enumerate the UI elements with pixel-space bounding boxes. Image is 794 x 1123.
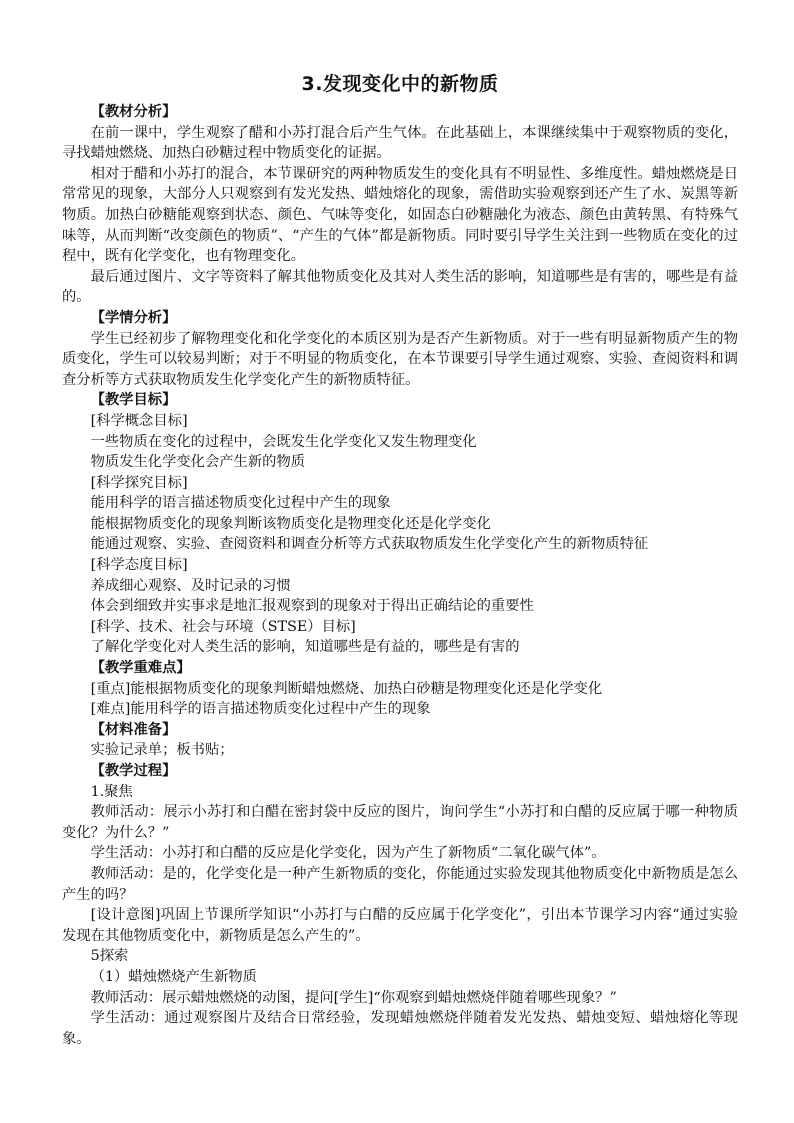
goal-item: 了解化学变化对人类生活的影响，知道哪些是有益的，哪些是有害的 — [90, 639, 520, 656]
goal-label: [科学、技术、社会与环境（STSE）目标] — [90, 618, 356, 635]
goal-item: 能用科学的语言描述物质变化过程中产生的现象 — [90, 495, 391, 512]
paragraph: 教师活动：展示小苏打和白醋在密封袋中反应的图片，询问学生“小苏打和白醋的反应属于哪一种物质变化？为什么？” — [62, 804, 738, 841]
paragraph: 在前一课中，学生观察了醋和小苏打混合后产生气体。在此基础上，本课继续集中于观察物质的变化，寻找蜡烛燃烧、加热白砂糖过程中物质变化的证据。 — [62, 124, 738, 162]
paragraph: 相对于醋和小苏打的混合，本节课研究的两种物质发生的变化具有不明显性、多维度性。蜡烛燃烧是日常常见的现象，大部分人只观察到有发光发热、蜡烛熔化的现象，需借助实验观察到还产生了水、炭黑等新物质。加热白砂糖能观察到状态、颜色、气味等变化，如固态白砂糖融化为液态、颜色由黄转黑、有特殊气味等，从而判断“改变颜色的物质”、“产生的气体”都是新物质。同时要引导学生关注到一些物质在变化的过程中，既有化学变化，也有物理变化。 — [62, 165, 738, 265]
process-step: 5探索 — [90, 948, 129, 965]
paragraph: 教师活动：是的，化学变化是一种产生新物质的变化，你能通过实验发现其他物质变化中新物质是怎么产生的吗？ — [62, 865, 738, 903]
goal-label: [科学概念目标] — [90, 412, 188, 429]
heading-process: 【教学过程】 — [90, 763, 177, 779]
page-title: 3.发现变化中的新物质 — [301, 73, 499, 95]
paragraph: 学生已经初步了解物理变化和化学变化的本质区别为是否产生新物质。对于一些有明显新物质产生的物质变化，学生可以较易判断；对于不明显的物质变化，在本节课要引导学生通过观察、实验、查阅资料和调查分析等方式获取物质发生化学变化产生的新物质特征。 — [62, 330, 738, 388]
paragraph: 教师活动：展示蜡烛燃烧的动图，提问[学生]“你观察到蜡烛燃烧伴随着哪些现象？” — [90, 989, 617, 1006]
heading-key-points: 【教学重难点】 — [90, 660, 191, 677]
paragraph: 学生活动：小苏打和白醋的反应是化学变化，因为产生了新物质“二氧化碳气体”。 — [90, 845, 606, 862]
paragraph: 学生活动：通过观察图片及结合日常经验，发现蜡烛燃烧伴随着发光发热、蜡烛变短、蜡烛熔化等现象。 — [62, 1010, 738, 1047]
materials-text: 实验记录单；板书贴； — [90, 742, 234, 759]
goal-item: 一些物质在变化的过程中，会既发生化学变化又发生物理变化 — [90, 433, 477, 450]
difficult-point: [难点]能用科学的语言描述物质变化过程中产生的现象 — [90, 701, 431, 718]
goal-label: [科学探究目标] — [90, 474, 188, 491]
key-point: [重点]能根据物质变化的现象判断蜡烛燃烧、加热白砂糖是物理变化还是化学变化 — [90, 680, 603, 697]
goal-item: 能通过观察、实验、查阅资料和调查分析等方式获取物质发生化学变化产生的新物质特征 — [90, 536, 649, 553]
process-substep: （1）蜡烛燃烧产生新物质 — [90, 968, 257, 985]
goal-item: 养成细心观察、及时记录的习惯 — [90, 577, 291, 594]
paragraph: [设计意图]巩固上节课所学知识“小苏打与白醋的反应属于化学变化”，引出本节课学习内容“通过实验发现在其他物质变化中，新物质是怎么产生的”。 — [62, 907, 738, 944]
goal-label: [科学态度目标] — [90, 557, 188, 574]
heading-material-analysis: 【教材分析】 — [90, 104, 177, 120]
paragraph: 最后通过图片、文字等资料了解其他物质变化及其对人类生活的影响，知道哪些是有害的，哪些是有益的。 — [62, 268, 738, 306]
goal-item: 物质发生化学变化会产生新的物质 — [90, 454, 306, 471]
heading-goals: 【教学目标】 — [90, 392, 177, 409]
heading-materials: 【材料准备】 — [90, 721, 177, 738]
process-step: 1.聚焦 — [90, 783, 133, 800]
goal-item: 能根据物质变化的现象判断该物质变化是物理变化还是化学变化 — [90, 515, 491, 532]
goal-item: 体会到细致并实事求是地汇报观察到的现象对于得出正确结论的重要性 — [90, 598, 534, 615]
document-page — [62, 66, 738, 1049]
heading-student-analysis: 【学情分析】 — [90, 309, 177, 326]
